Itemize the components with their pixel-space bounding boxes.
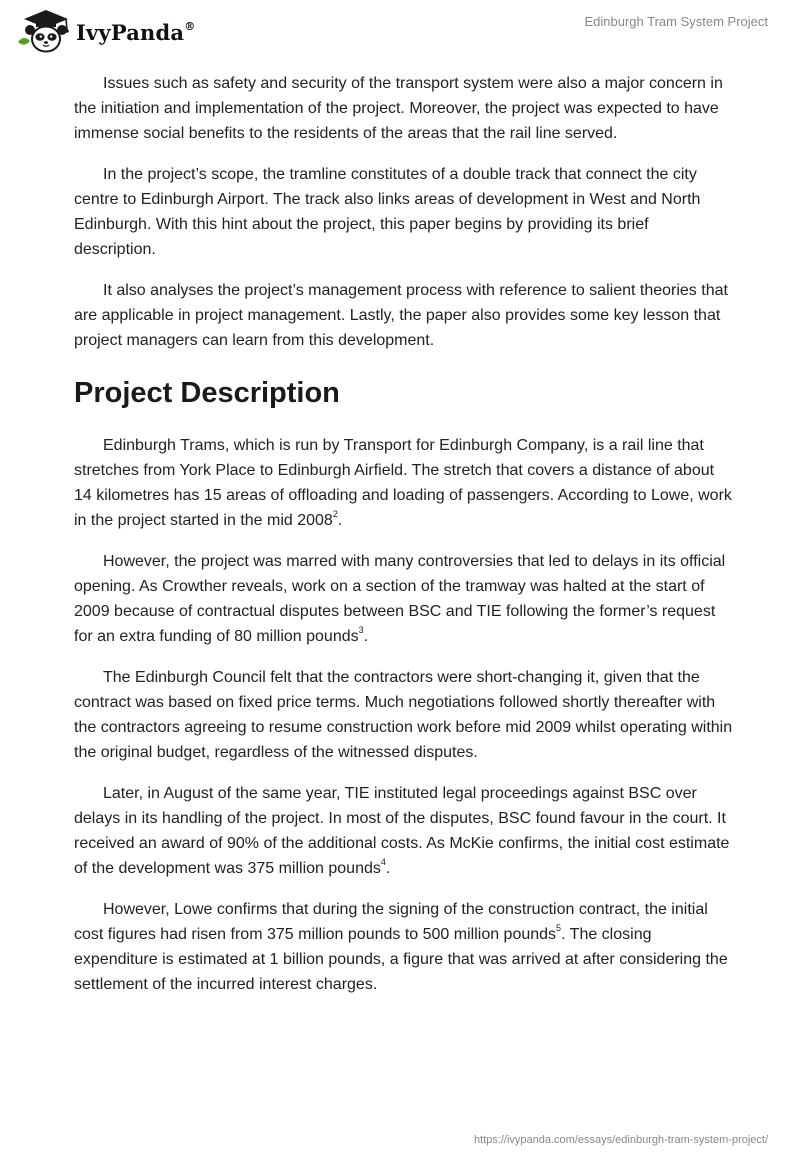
paragraph-text: Edinburgh Trams, which is run by Transport for Edinburgh Company, is a rail line that stretches from York Place to Edinburgh Airfield. The stretch that covers a distance of about 14 kilometres has 15 areas of offloading and loading of passengers. According to Lowe, work in the project started in the mid 2008 xyxy=(74,437,732,529)
footnote-ref[interactable]: 5 xyxy=(556,922,562,933)
registered-mark: ® xyxy=(184,19,196,33)
document-title: Edinburgh Tram System Project xyxy=(584,14,768,29)
footnote-ref[interactable]: 2 xyxy=(332,508,338,519)
page-header xyxy=(0,0,800,70)
paragraph-tail: . xyxy=(385,860,391,877)
paragraph-text: The Edinburgh Council felt that the contractors were short-changing it, given that the contract was based on fixed price terms. Much negotiations followed shortly thereafter with the contractors agreeing to resume construction work before mid 2009 whilst operating within the original budget, regardless of the witnessed disputes. xyxy=(74,669,733,761)
paragraph-text: However, the project was marred with many controversies that led to delays in its official opening. As Crowther reveals, work on a section of the tramway was halted at the start of 2009 because of contractual disputes between BSC and TIE following the former’s request for an extra funding of 80 million pounds xyxy=(74,553,726,645)
paragraph-text: However, Lowe confirms that during the signing of the construction contract, the initial cost figures had risen from 375 million pounds to 500 million pounds xyxy=(74,901,708,943)
intro-paragraph: In the project’s scope, the tramline constitutes of a double track that connect the city centre to Edinburgh Airport. The track also links areas of development in West and North Edinburgh. With this hint about the project, this paper begins by providing its brief description. xyxy=(74,166,701,258)
site-logo[interactable] xyxy=(16,8,195,54)
intro-paragraph: It also analyses the project’s management process with reference to salient theories that are applicable in project management. Lastly, the paper also provides some key lesson that project managers can learn from this development. xyxy=(74,282,728,349)
paragraph-text: Later, in August of the same year, TIE instituted legal proceedings against BSC over delays in its handling of the project. In most of the disputes, BSC found favour in the court. It received an award of 90% of the additional costs. As McKie confirms, the initial cost estimate of the development was 375 million pounds xyxy=(74,785,730,877)
footnote-ref[interactable]: 3 xyxy=(358,624,364,635)
paragraph-tail: . xyxy=(337,512,343,529)
logo-wordmark-text: IvyPanda xyxy=(76,19,185,45)
body-paragraph xyxy=(74,433,734,533)
intro-paragraph: Issues such as safety and security of the transport system were also a major concern in the initiation and implementation of the project. Moreover, the project was expected to have immense social benefits to the residents of the areas that the rail line served. xyxy=(74,75,723,142)
body-paragraph xyxy=(74,665,734,765)
body-paragraph xyxy=(74,781,734,881)
panda-graduate-icon xyxy=(16,8,76,54)
logo-wordmark xyxy=(76,20,195,45)
footnote-ref[interactable]: 4 xyxy=(380,856,386,867)
paragraph-tail: . xyxy=(363,628,369,645)
source-url[interactable]: https://ivypanda.com/essays/edinburgh-tram-system-project/ xyxy=(473,1134,768,1146)
body-paragraph xyxy=(74,897,734,997)
paragraph-tail: . The closing expenditure is estimated at 1 billion pounds, a figure that was arrived at after considering the settlement of the incurred interest charges. xyxy=(74,926,728,993)
body-paragraph xyxy=(74,549,734,649)
article-body xyxy=(74,71,734,1013)
section-heading: Project Description xyxy=(74,377,340,409)
